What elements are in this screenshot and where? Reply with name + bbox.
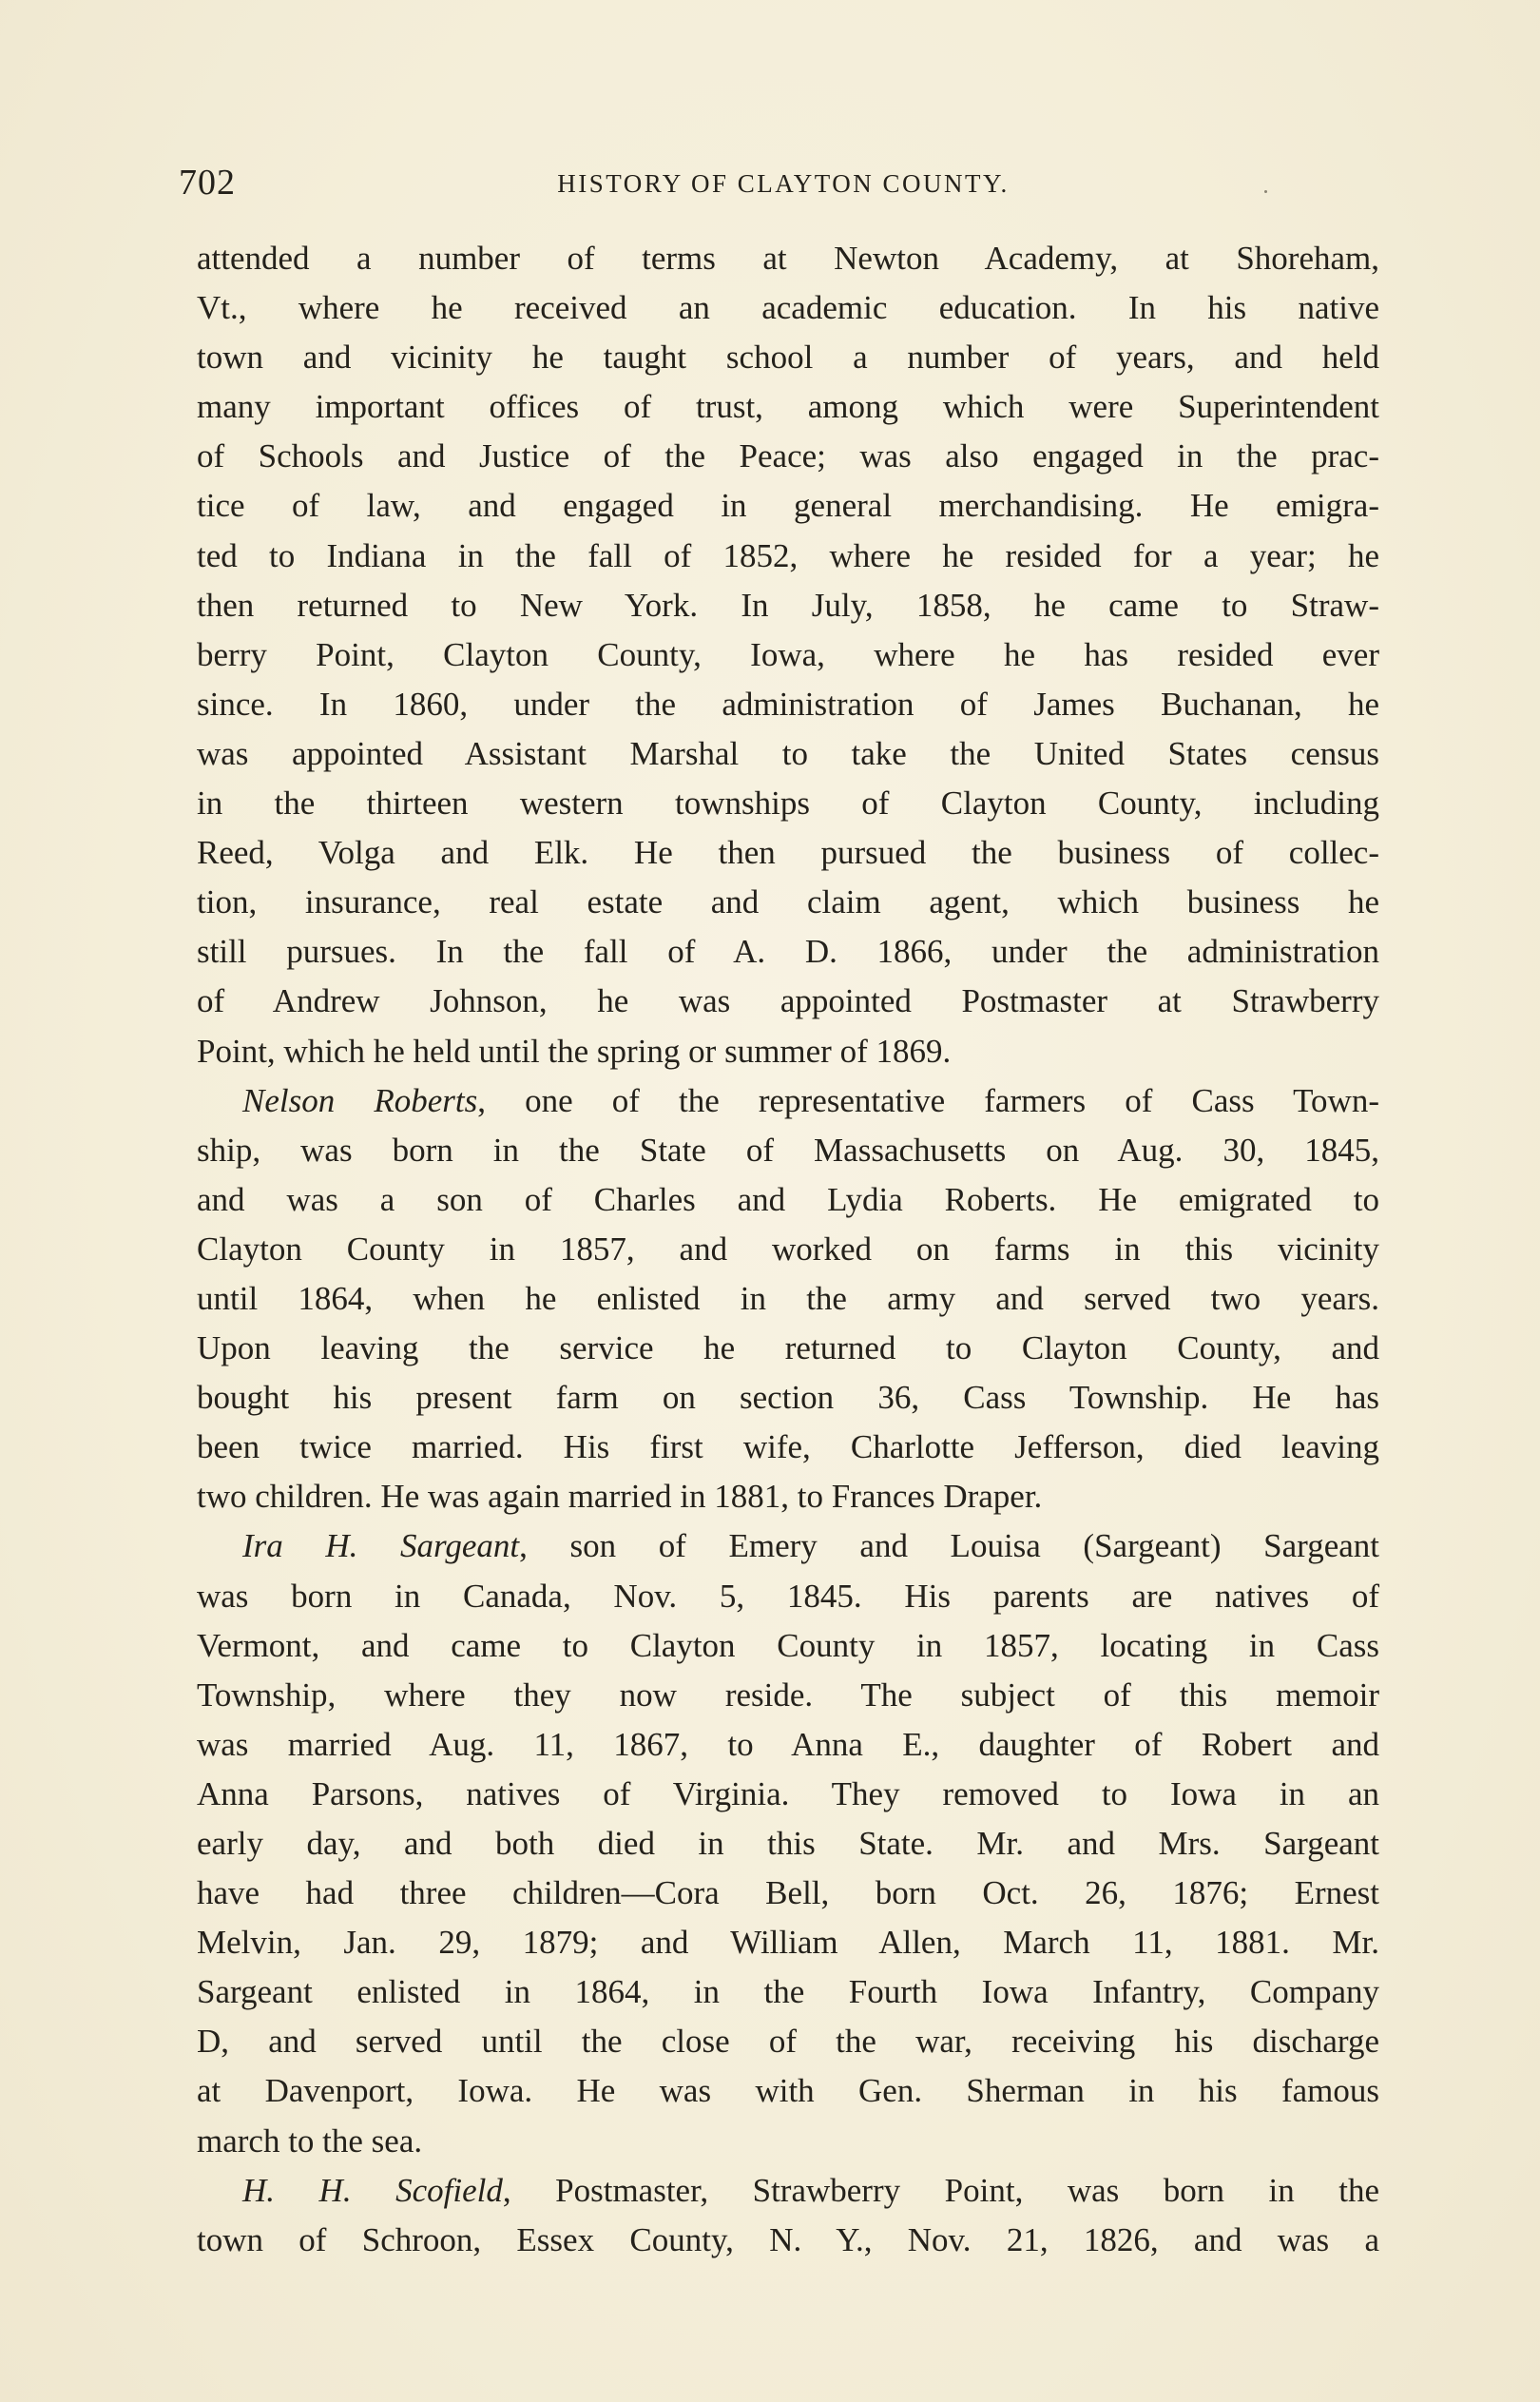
text-line: [197, 1324, 1379, 1373]
line-text: Township, where they now reside. The subject of this memoir: [197, 1676, 1379, 1714]
line-text: Anna Parsons, natives of Virginia. They removed to Iowa in an: [197, 1774, 1379, 1812]
line-text: was appointed Assistant Marshal to take the United States census: [197, 734, 1379, 772]
text-line: [197, 1819, 1379, 1869]
text-line: [197, 432, 1379, 481]
line-text: Sargeant enlisted in 1864, in the Fourth Iowa Infantry, Company: [197, 1973, 1379, 2011]
text-line: [197, 1720, 1379, 1770]
line-text: tice of law, and engaged in general merchandising. He emigra-: [197, 487, 1379, 525]
line-text: Point, which he held until the spring or summer of 1869.: [197, 1032, 952, 1070]
line-text: attended a number of terms at Newton Academy, at Shoreham,: [197, 240, 1379, 277]
line-text: early day, and both died in this State. Mr. and Mrs. Sargeant: [197, 1825, 1379, 1862]
line-text: D, and served until the close of the war, receiving his discharge: [197, 2023, 1379, 2061]
line-text: still pursues. In the fall of A. D. 1866, under the administration: [197, 933, 1379, 971]
line-text: have had three children—Cora Bell, born Oct. 26, 1876; Ernest: [197, 1874, 1379, 1912]
line-text: in the thirteen western townships of Clayton County, including: [197, 785, 1379, 823]
paragraph-start-line: [197, 1076, 1379, 1126]
line-text: Vermont, and came to Clayton County in 1857, locating in Cass: [197, 1626, 1379, 1664]
line-text: was born in Canada, Nov. 5, 1845. His parents are natives of: [197, 1577, 1379, 1615]
line-text: of Schools and Justice of the Peace; was also engaged in the prac-: [197, 437, 1379, 475]
line-text: Clayton County in 1857, and worked on farms in this vicinity: [197, 1230, 1379, 1268]
text-line: [197, 977, 1379, 1026]
line-text: Reed, Volga and Elk. He then pursued the business of collec-: [197, 834, 1379, 872]
text-line: [197, 1423, 1379, 1472]
text-line: [197, 234, 1379, 283]
line-text: of Andrew Johnson, he was appointed Postmaster at Strawberry: [197, 982, 1379, 1020]
line-text: then returned to New York. In July, 1858, he came to Straw-: [197, 586, 1379, 624]
line-text: town and vicinity he taught school a number of years, and held: [197, 339, 1379, 377]
line-text: berry Point, Clayton County, Iowa, where he has resided ever: [197, 635, 1379, 673]
text-line: [197, 283, 1379, 333]
text-line: [197, 333, 1379, 382]
paragraph-start-line: [197, 2166, 1379, 2216]
text-line: [197, 1274, 1379, 1324]
line-text: until 1864, when he enlisted in the army and served two years.: [197, 1279, 1379, 1317]
text-line: [197, 1175, 1379, 1225]
text-line: [197, 2117, 1379, 2166]
text-line: [197, 2066, 1379, 2116]
text-line: [197, 1621, 1379, 1671]
text-line: [197, 1373, 1379, 1423]
body-text: [197, 234, 1379, 2265]
text-line: [197, 1967, 1379, 2017]
person-name: Nelson Roberts: [242, 1081, 478, 1119]
text-line: [197, 1027, 1379, 1076]
line-text: march to the sea.: [197, 2121, 423, 2160]
text-line: [197, 481, 1379, 531]
text-line: [197, 532, 1379, 581]
text-line: [197, 878, 1379, 927]
line-text: since. In 1860, under the administration of James Buchanan, he: [197, 685, 1379, 723]
line-text: , Postmaster, Strawberry Point, was born in the: [502, 2171, 1380, 2209]
line-text: , son of Emery and Louisa (Sargeant) Sargeant: [519, 1527, 1379, 1565]
text-line: [197, 828, 1379, 878]
line-text: been twice married. His first wife, Charlotte Jefferson, died leaving: [197, 1428, 1379, 1466]
text-line: [197, 1770, 1379, 1819]
line-text: ted to Indiana in the fall of 1852, where he resided for a year; he: [197, 536, 1379, 574]
line-text: , one of the representative farmers of Cass Town-: [477, 1081, 1379, 1119]
line-text: many important offices of trust, among which were Superintendent: [197, 388, 1379, 426]
text-line: [197, 382, 1379, 432]
person-name: Ira H. Sargeant: [242, 1527, 520, 1565]
line-text: bought his present farm on section 36, Cass Township. He has: [197, 1379, 1379, 1417]
text-line: [197, 1918, 1379, 1967]
text-line: [197, 729, 1379, 779]
page-header: [179, 162, 1388, 209]
line-text: Vt., where he received an academic education. In his native: [197, 289, 1379, 327]
person-name: H. H. Scofield: [242, 2171, 503, 2209]
line-text: ship, was born in the State of Massachusetts on Aug. 30, 1845,: [197, 1131, 1379, 1169]
text-line: [197, 1472, 1379, 1521]
text-line: [197, 1126, 1379, 1175]
line-text: Upon leaving the service he returned to Clayton County, and: [197, 1329, 1379, 1367]
text-line: [197, 581, 1379, 630]
text-line: [197, 680, 1379, 729]
text-line: [197, 1572, 1379, 1621]
text-line: [197, 1671, 1379, 1720]
line-text: Melvin, Jan. 29, 1879; and William Allen, March 11, 1881. Mr.: [197, 1924, 1379, 1962]
line-text: tion, insurance, real estate and claim agent, which business he: [197, 883, 1379, 921]
text-line: [197, 927, 1379, 977]
line-text: town of Schroon, Essex County, N. Y., Nov. 21, 1826, and was a: [197, 2220, 1379, 2258]
text-line: [197, 2017, 1379, 2066]
ink-speck: [1264, 190, 1267, 193]
line-text: two children. He was again married in 1881, to Frances Draper.: [197, 1478, 1043, 1516]
text-line: [197, 1225, 1379, 1274]
text-line: [197, 2216, 1379, 2265]
line-text: was married Aug. 11, 1867, to Anna E., daughter of Robert and: [197, 1725, 1379, 1763]
running-head: HISTORY OF CLAYTON COUNTY.: [557, 169, 1010, 198]
line-text: at Davenport, Iowa. He was with Gen. Sherman in his famous: [197, 2072, 1379, 2110]
text-line: [197, 630, 1379, 680]
line-text: and was a son of Charles and Lydia Roberts. He emigrated to: [197, 1180, 1379, 1218]
text-line: [197, 1869, 1379, 1918]
paragraph-start-line: [197, 1521, 1379, 1571]
page-number: 702: [179, 163, 236, 203]
text-line: [197, 779, 1379, 828]
